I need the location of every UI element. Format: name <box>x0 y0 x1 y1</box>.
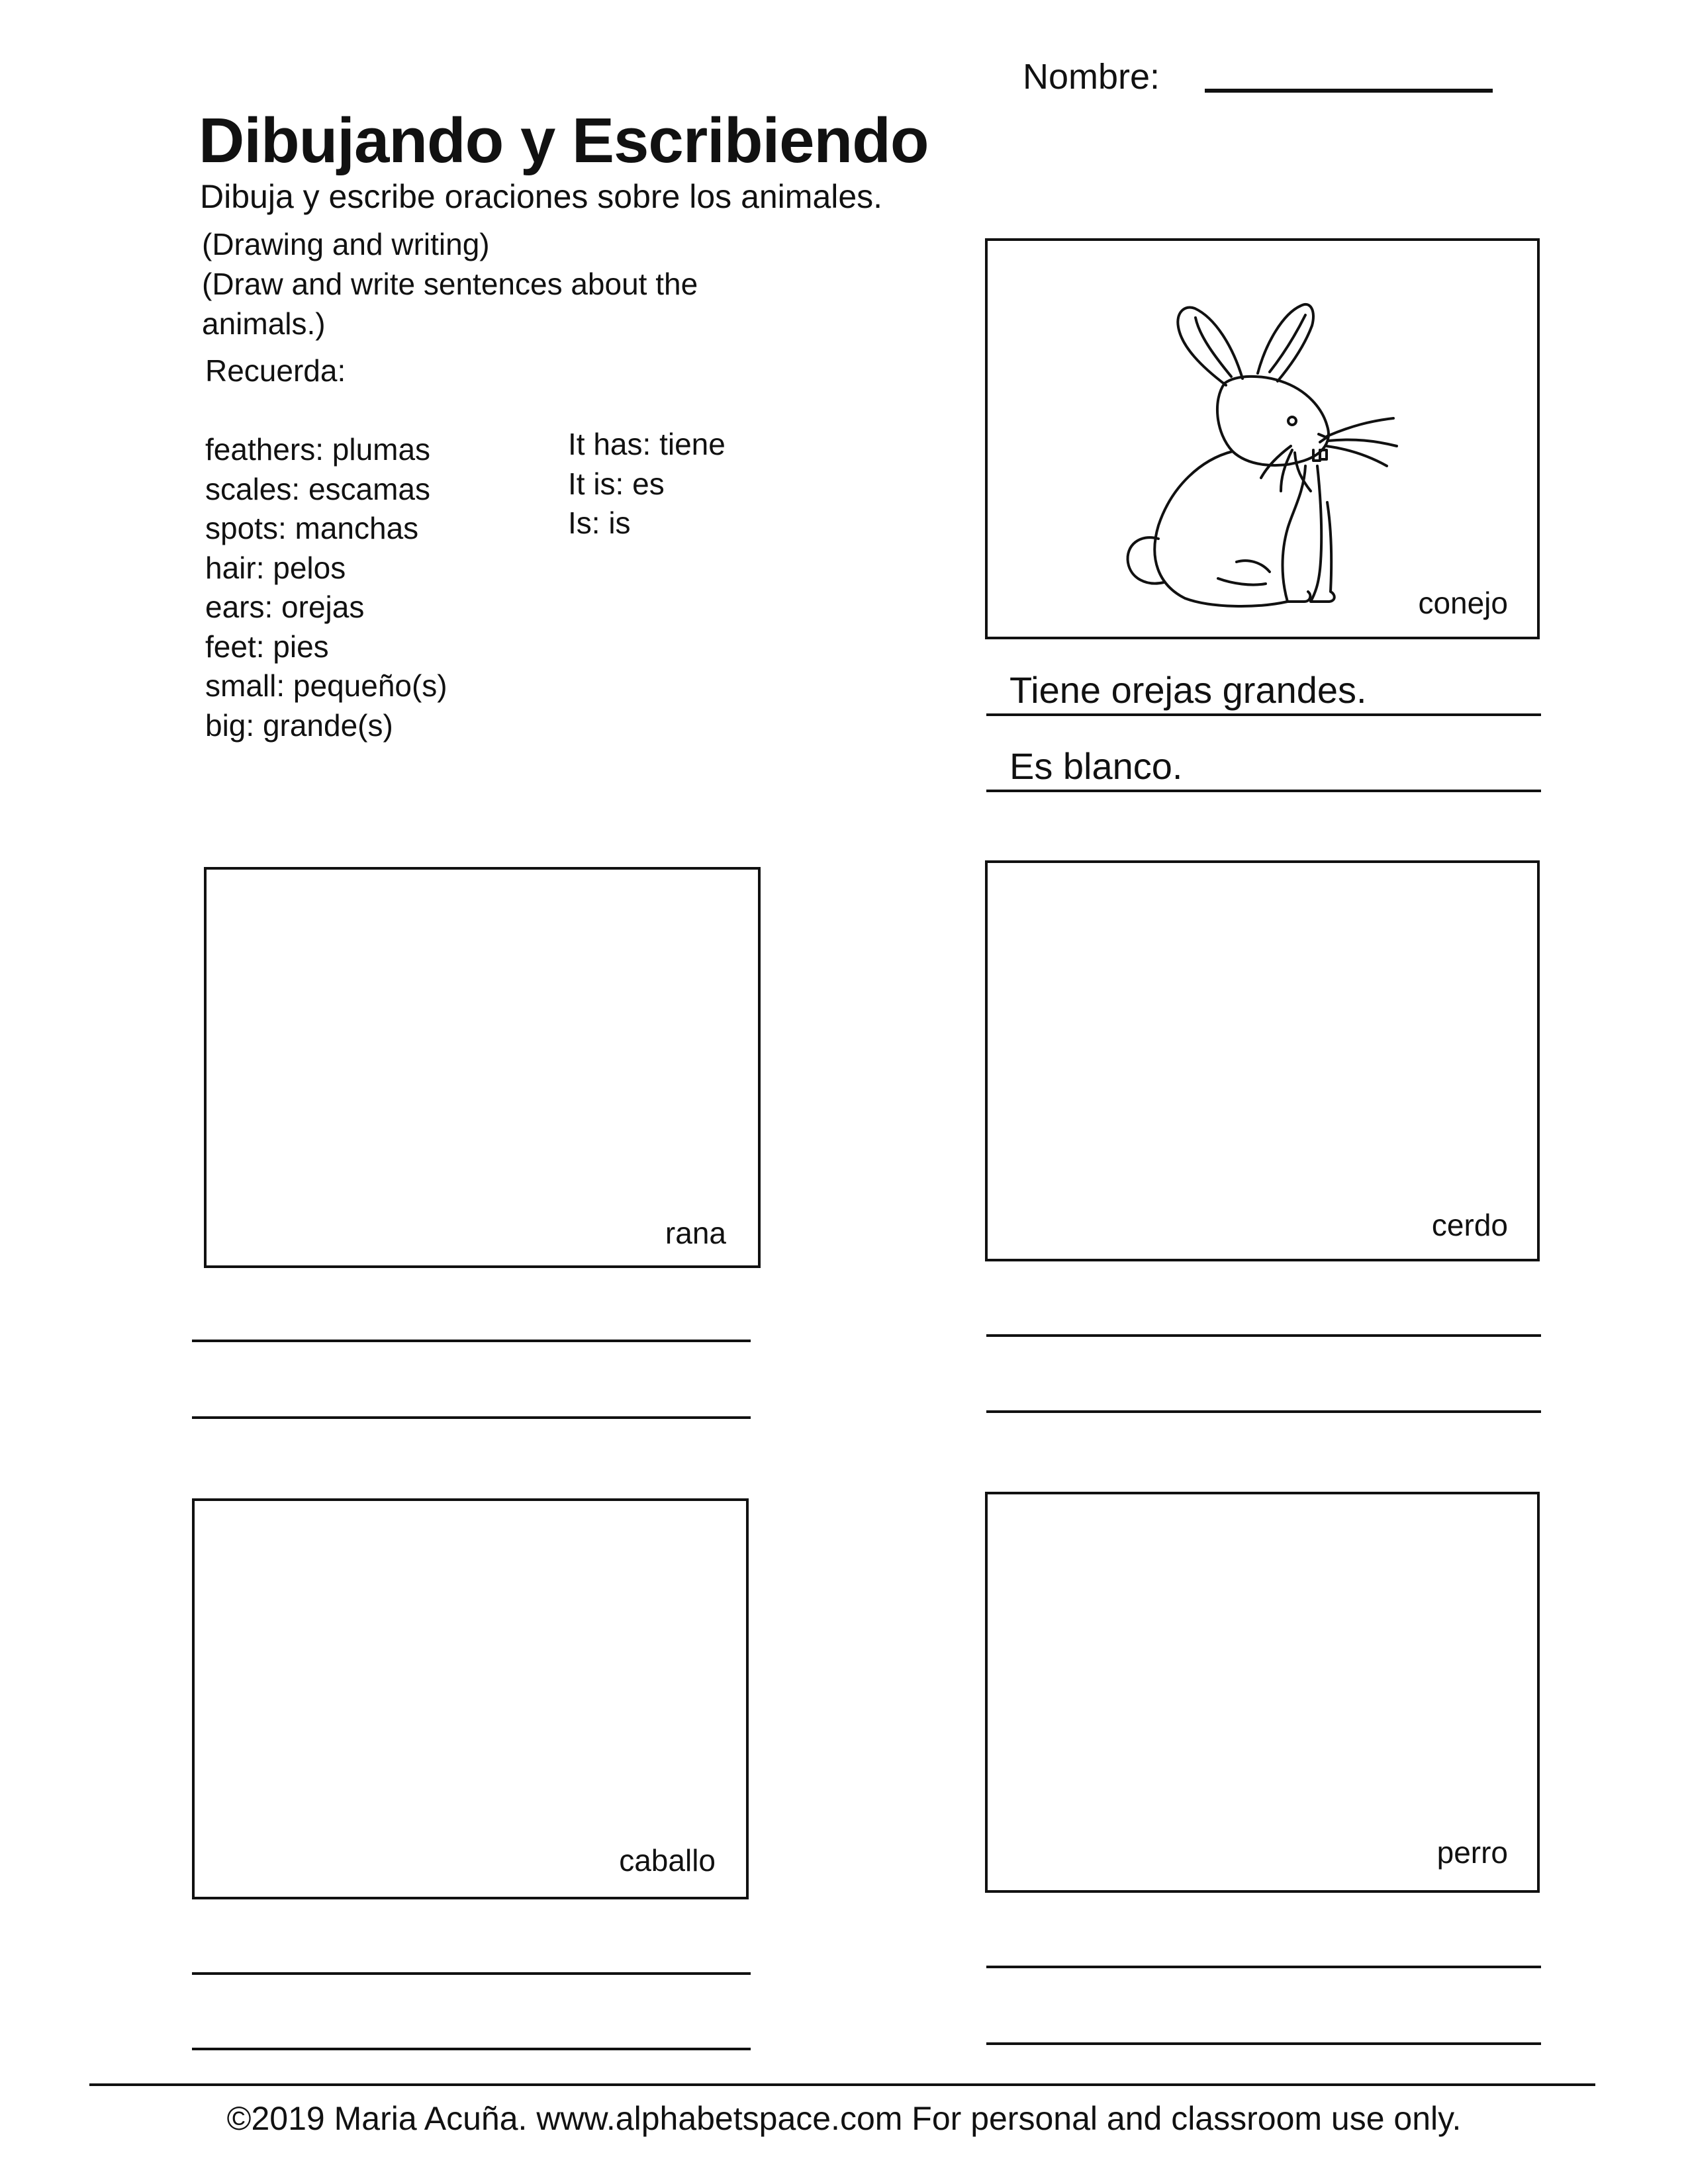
drawing-box-cerdo[interactable] <box>985 860 1540 1261</box>
writing-line-rana-1[interactable] <box>192 1340 751 1342</box>
animal-label-perro: perro <box>1436 1835 1508 1870</box>
writing-line-perro-2[interactable] <box>986 2042 1541 2045</box>
footer-divider <box>89 2083 1595 2086</box>
drawing-box-caballo[interactable] <box>192 1498 749 1899</box>
vocabulary-list-right <box>568 425 726 543</box>
instructions: Dibuja y escribe oraciones sobre los animales. <box>200 178 883 215</box>
footer-copyright: ©2019 Maria Acuña. www.alphabetspace.com For personal and classroom use only. <box>226 2100 1462 2137</box>
animal-label-cerdo: cerdo <box>1431 1208 1508 1242</box>
vocab-item: Is: is <box>568 506 631 540</box>
writing-line <box>986 713 1541 716</box>
writing-line-caballo-1[interactable] <box>192 1972 751 1975</box>
writing-line-caballo-2[interactable] <box>192 2048 751 2050</box>
rabbit-drawing-icon <box>1059 267 1417 612</box>
name-field[interactable] <box>1205 89 1493 93</box>
drawing-box-rana[interactable] <box>204 867 761 1268</box>
vocab-item: small: pequeño(s) <box>205 668 447 703</box>
vocab-item: It has: tiene <box>568 427 726 461</box>
vocab-item: feathers: plumas <box>205 432 431 467</box>
example-box-conejo <box>985 238 1540 639</box>
writing-line <box>986 790 1541 792</box>
writing-line-perro-1[interactable] <box>986 1966 1541 1968</box>
page-title: Dibujando y Escribiendo <box>199 105 929 176</box>
writing-line-rana-2[interactable] <box>192 1416 751 1419</box>
english-instructions-line-2: animals.) <box>202 306 326 341</box>
vocab-item: hair: pelos <box>205 550 346 585</box>
writing-line-cerdo-1[interactable] <box>986 1334 1541 1337</box>
english-instructions-line-1: (Draw and write sentences about the <box>202 267 698 301</box>
vocab-item: ears: orejas <box>205 590 365 624</box>
animal-label-caballo: caballo <box>619 1843 716 1878</box>
animal-label-conejo: conejo <box>1418 586 1508 620</box>
vocabulary-list-left <box>205 430 447 745</box>
vocab-item: scales: escamas <box>205 471 431 506</box>
example-sentence-1: Tiene orejas grandes. <box>1009 669 1367 711</box>
vocab-item: big: grande(s) <box>205 707 393 743</box>
name-label: Nombre: <box>1023 57 1160 97</box>
vocab-item: spots: manchas <box>205 511 419 545</box>
writing-line-cerdo-2[interactable] <box>986 1410 1541 1413</box>
drawing-box-perro[interactable] <box>985 1492 1540 1893</box>
vocab-item: It is: es <box>568 466 665 501</box>
example-sentence-2: Es blanco. <box>1009 745 1183 787</box>
english-title: (Drawing and writing) <box>202 227 490 261</box>
animal-label-rana: rana <box>665 1216 726 1250</box>
remember-label: Recuerda: <box>205 353 346 388</box>
vocab-item: feet: pies <box>205 629 329 664</box>
